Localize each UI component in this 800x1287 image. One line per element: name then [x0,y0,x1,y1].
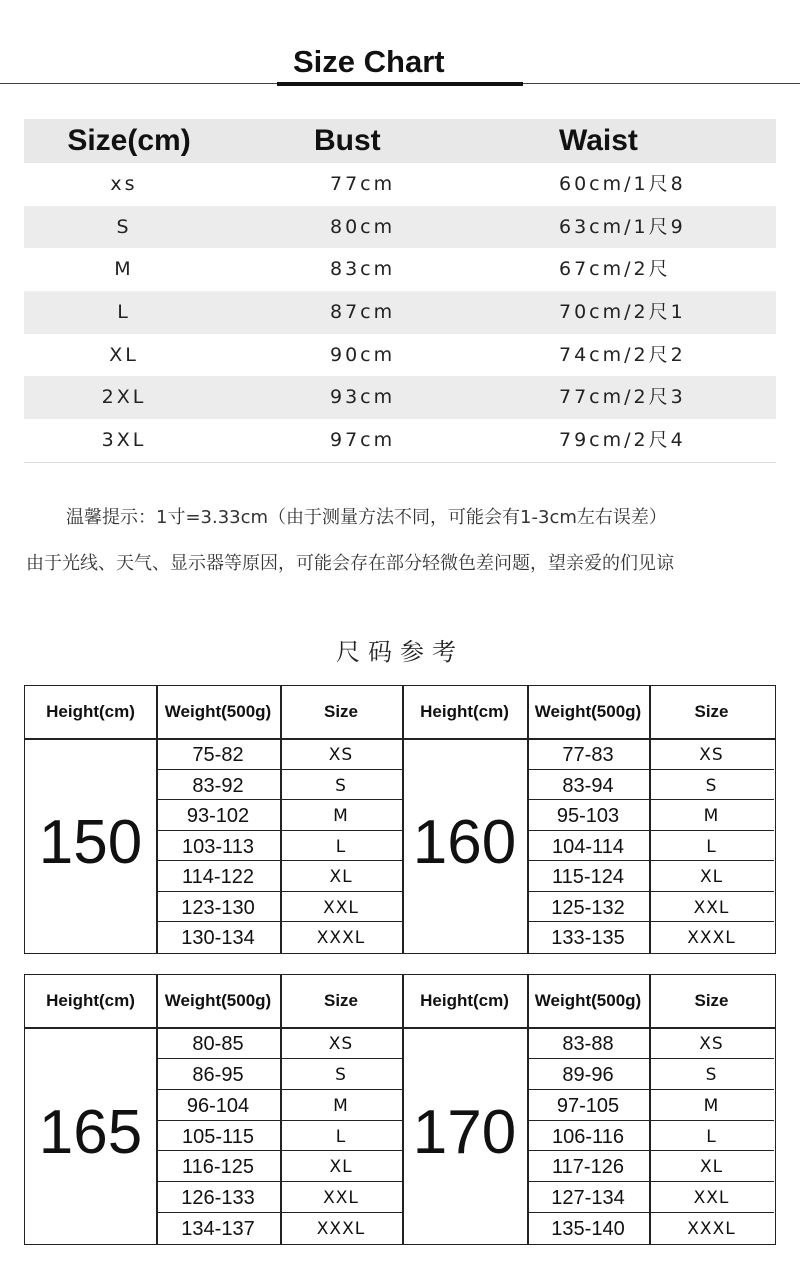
waist-cell: 79cm/2尺4 [559,429,686,452]
weight-cell: 97-105 [556,1094,620,1117]
size-cell: XL [329,867,353,888]
size-row [24,376,776,419]
waist-cell: 74cm/2尺2 [559,343,686,366]
size-cell: M [703,806,720,827]
grid-header-weight: Weight(500g) [534,702,642,721]
size-cell: S [335,775,347,796]
size-row [24,334,776,377]
size-cell: XXXL [316,928,366,949]
size-row [24,291,776,334]
weight-cell: 115-124 [552,866,624,889]
grid-header-size: Size [323,991,359,1010]
header-size: Size(cm) [67,124,191,157]
size-cell: XXL [693,1188,730,1209]
size-cell: M [333,1095,349,1116]
grid-header-weight: Weight(500g) [534,991,642,1010]
weight-cell: 80-85 [192,1033,244,1055]
size-cell: 2XL [101,386,147,409]
measurement-note: 温馨提示：1寸=3.33cm（由于测量方法不同，可能会有1-3cm左右误差） [66,507,667,528]
waist-cell: 77cm/2尺3 [559,386,686,409]
size-row [24,206,776,249]
size-cell: XS [699,1034,724,1054]
weight-cell: 89-96 [562,1063,614,1086]
bust-cell: 77cm [330,173,396,195]
size-cell: S [335,1064,347,1085]
size-cell: XS [699,745,724,765]
weight-cell: 86-95 [192,1063,244,1086]
weight-cell: 125-132 [551,896,625,919]
size-table [24,119,776,463]
weight-cell: 83-92 [192,774,244,797]
size-cell: S [116,215,132,238]
weight-cell: 105-115 [182,1125,254,1148]
height-value: 170 [412,1098,517,1167]
weight-cell: 83-94 [562,774,614,797]
weight-cell: 123-130 [181,896,255,919]
size-cell: M [333,806,349,827]
weight-cell: 114-122 [182,866,254,889]
size-cell: XS [328,745,354,765]
bust-cell: 87cm [330,301,396,324]
size-cell: XL [699,867,724,888]
weight-cell: 116-125 [182,1156,254,1179]
color-note: 由于光线、天气、显示器等原因，可能会存在部分轻微色差问题，望亲爱的们见谅 [26,553,674,574]
size-table-bottom-rule [24,462,776,463]
reference-title: 尺码参考 [336,638,464,666]
height-value: 150 [38,808,143,877]
size-cell: XXL [323,1188,359,1209]
size-cell: XXXL [687,928,736,949]
weight-cell: 106-116 [552,1125,624,1148]
size-cell: XL [329,1157,353,1178]
size-cell: XXXL [316,1219,366,1240]
size-cell: M [114,258,134,281]
weight-cell: 95-103 [556,805,620,828]
height-weight-grid [24,974,776,1245]
size-cell: S [705,1064,718,1085]
bust-cell: 93cm [330,386,396,409]
weight-cell: 75-82 [192,744,244,766]
size-cell: XL [699,1157,724,1178]
size-cell: XXXL [687,1219,736,1240]
size-cell: M [703,1095,720,1116]
size-cell: L [706,836,717,857]
header-waist: Waist [559,124,638,157]
weight-cell: 130-134 [181,927,255,950]
size-row [24,248,776,291]
grid-header-size: Size [694,991,729,1010]
grid-header-height: Height(cm) [420,991,509,1010]
bust-cell: 83cm [330,258,396,281]
waist-cell: 63cm/1尺9 [559,215,686,238]
grid-header-height: Height(cm) [420,702,509,721]
weight-cell: 83-88 [562,1033,614,1055]
size-cell: XL [109,343,139,366]
waist-cell: 70cm/2尺1 [559,301,686,324]
weight-cell: 93-102 [186,805,250,828]
weight-cell: 134-137 [181,1218,255,1241]
size-table-header [24,119,776,163]
size-row [24,163,776,206]
waist-cell: 67cm/2尺 [559,258,671,281]
weight-cell: 117-126 [552,1156,624,1179]
weight-cell: 135-140 [551,1218,625,1241]
size-cell: XS [328,1034,354,1054]
size-row [24,419,776,462]
page-title: Size Chart [293,44,445,79]
weight-cell: 127-134 [551,1187,625,1210]
grid-header-size: Size [694,702,729,721]
weight-cell: 103-113 [182,835,254,858]
grid-header-height: Height(cm) [46,702,135,721]
grid-header-size: Size [323,702,359,721]
grid-header-height: Height(cm) [46,991,135,1010]
weight-cell: 104-114 [552,835,624,858]
waist-cell: 60cm/1尺8 [559,173,686,195]
weight-cell: 96-104 [186,1094,250,1117]
height-value: 165 [38,1098,143,1167]
height-weight-grid [24,685,776,954]
grid-header-weight: Weight(500g) [164,702,272,721]
size-cell: L [335,1126,347,1147]
weight-cell: 133-135 [551,927,625,950]
height-value: 160 [412,808,517,877]
bust-cell: 97cm [330,429,396,452]
title-underline [277,82,523,86]
size-cell: XXL [693,897,730,918]
weight-cell: 126-133 [181,1187,255,1210]
size-cell: L [706,1126,717,1147]
size-cell: 3XL [101,429,147,452]
size-cell: L [117,301,131,324]
bust-cell: 80cm [330,215,396,238]
bust-cell: 90cm [330,343,396,366]
header-bust: Bust [314,124,381,157]
size-cell: L [335,836,347,857]
grid-header-weight: Weight(500g) [164,991,272,1010]
size-cell: S [705,775,718,796]
size-cell: xs [110,173,138,195]
weight-cell: 77-83 [562,744,614,766]
size-cell: XXL [323,897,359,918]
